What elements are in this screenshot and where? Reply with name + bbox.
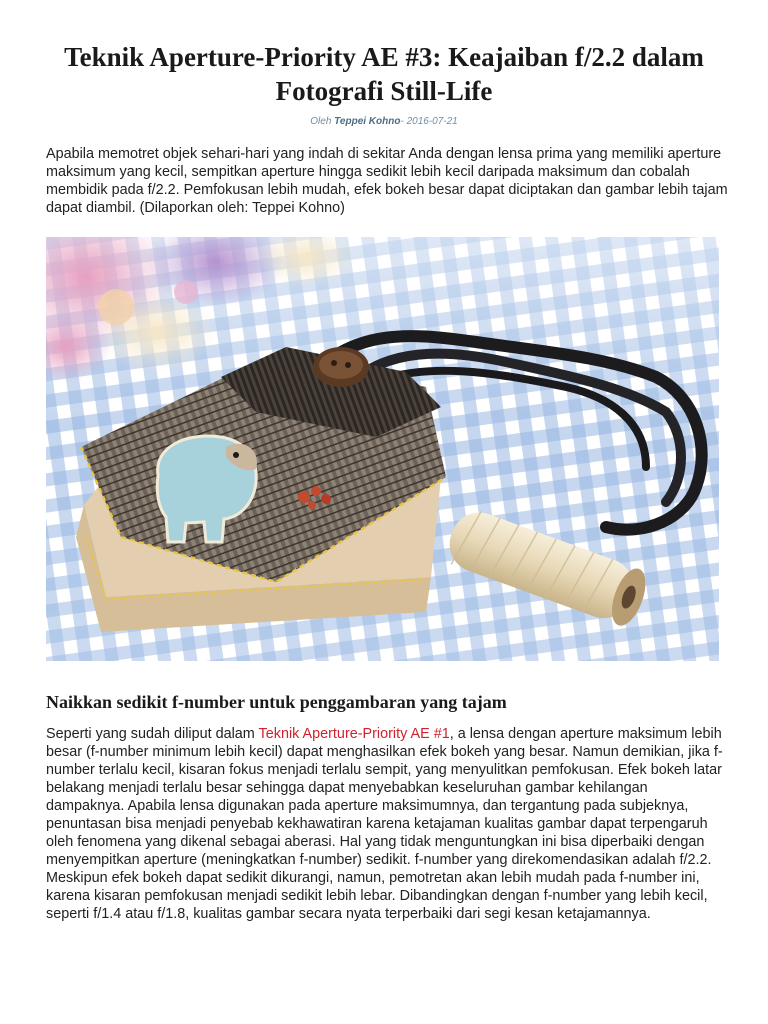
aperture-priority-1-link[interactable]: Teknik Aperture-Priority AE #1 <box>258 726 450 742</box>
body-text-before-link: Seperti yang sudah diliput dalam <box>46 726 259 742</box>
section-body <box>46 725 726 923</box>
byline-author[interactable]: Teppei Kohno <box>334 116 401 127</box>
byline-date: - 2016-07-21 <box>400 116 458 127</box>
body-text-after-link: , a lensa dengan aperture maksimum lebih besar (f-number minimum lebih kecil) dapat menghasilkan efek bokeh yang besar. Namun demikian, jika f-number terlalu kecil, kisaran fokus menjadi terlalu sempit, yang menyulitkan pemfokusan. Efek bokeh latar belakang menjadi terlalu besar sehingga dapat menyebabkan keseluruhan gambar kehilangan dampaknya. Apabila lensa digunakan pada aperture maksimumnya, dan tergantung pada subjeknya, penuntasan bisa menjadi penyebab kekhawatiran karena ketajaman kualitas gambar dapat terpengaruh oleh fenomena yang dikenal sebagai aberasi. Hal yang tidak menguntungkan ini bisa diperbaiki dengan menyempitkan aperture (meningkatkan f-number) sedikit. f-number yang direkomendasikan adalah f/2.2. Meskipun efek bokeh dapat sedikit dikurangi, namun, pemotretan akan lebih mudah pada f-number ini, karena kisaran pemfokusan menjadi sedikit lebih lebar. Dibandingkan dengan f-number yang lebih kecil, seperti f/1.4 atau f/1.8, kualitas gambar secara nyata terperbaiki dari segi kesan ketajamannya. <box>46 726 723 922</box>
hero-photo <box>46 237 719 661</box>
article-byline <box>0 116 768 127</box>
article-title: Teknik Aperture-Priority AE #3: Keajaiban f/2.2 dalam Fotografi Still-Life <box>64 42 704 106</box>
byline-prefix: Oleh <box>310 116 335 127</box>
section-heading: Naikkan sedikit f-number untuk penggambaran yang tajam <box>46 692 507 712</box>
article-intro: Apabila memotret objek sehari-hari yang indah di sekitar Anda dengan lensa prima yang memiliki aperture maksimum yang kecil, sempitkan aperture hingga sedikit lebih kecil daripada maksimum dan cobalah membidik pada f/2.2. Pemfokusan lebih mudah, efek bokeh besar dapat diciptakan dan gambar lebih tajam dapat diambil. (Dilaporkan oleh: Teppei Kohno) <box>46 146 728 216</box>
